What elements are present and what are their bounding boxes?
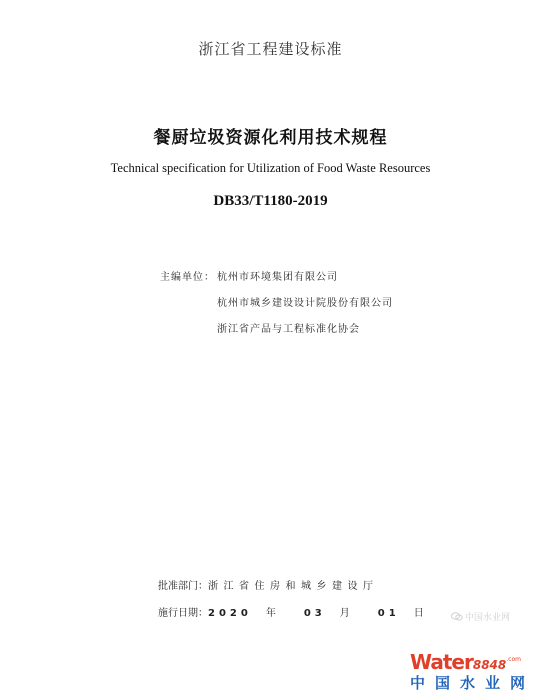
editor-unit: 杭州市城乡建设设计院股份有限公司 <box>217 298 393 309</box>
logo-wordmark <box>410 650 521 674</box>
editor-row <box>160 297 393 323</box>
logo-chinese-name: 中国水业网 <box>410 674 536 692</box>
implementation-date <box>158 604 424 619</box>
wechat-watermark <box>451 610 510 623</box>
implementation-month: 03 <box>303 608 326 619</box>
editor-row <box>160 271 393 297</box>
approver-value: 浙江省住房和城乡建设厅 <box>208 581 379 592</box>
standard-category-header: 浙江省工程建设标准 <box>198 40 343 58</box>
document-title-english: Technical specification for Utilization of Food Waste Resources <box>110 161 431 175</box>
implementation-day: 01 <box>377 608 400 619</box>
logo-word-digits: 8848 <box>472 658 507 672</box>
wechat-icon <box>451 612 463 621</box>
editor-unit: 浙江省产品与工程标准化协会 <box>217 324 360 335</box>
editor-label: 主编单位： <box>160 272 215 283</box>
approver-label: 批准部门： <box>158 581 208 592</box>
implementation-label: 施行日期： <box>158 608 208 619</box>
editor-row <box>160 323 393 349</box>
document-title-chinese: 餐厨垃圾资源化利用技术规程 <box>153 128 388 148</box>
logo-word-suffix: .com <box>506 656 521 663</box>
implementation-year: 2020 <box>208 608 252 619</box>
editor-unit: 杭州市环境集团有限公司 <box>217 272 338 283</box>
watermark-text: 中国水业网 <box>465 613 511 623</box>
month-unit: 月 <box>339 608 350 619</box>
chief-editor-units <box>160 271 393 349</box>
water8848-logo <box>410 650 536 694</box>
day-unit: 日 <box>413 608 424 619</box>
logo-word-water: Water <box>410 650 473 674</box>
approving-department <box>158 577 379 592</box>
year-unit: 年 <box>265 608 276 619</box>
standard-code: DB33/T1180-2019 <box>213 193 328 209</box>
